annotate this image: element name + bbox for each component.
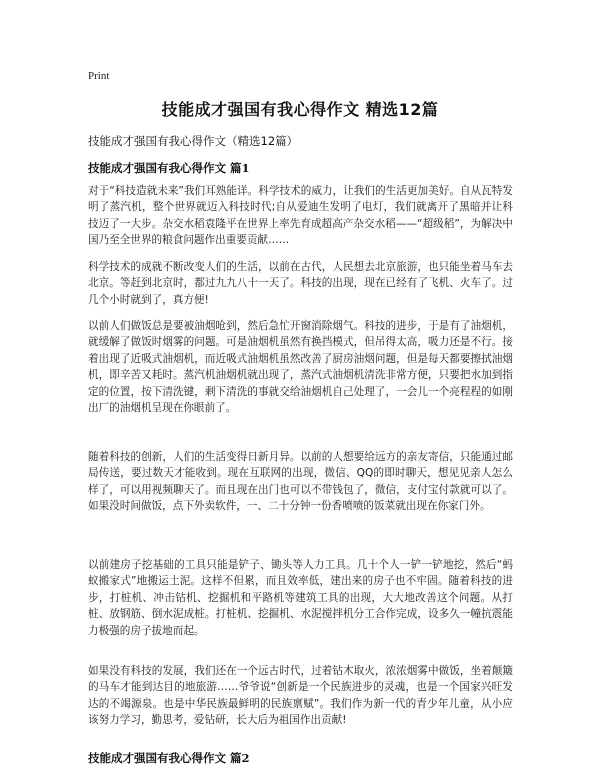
paragraph: 随着科技的创新，人们的生活变得日新月异。以前的人想要给远方的亲友寄信，只能通过邮局传送，要过数天才能收到。现在互联网的出现，微信、QQ的即时聊天，想见见亲人怎么样了，可以用视频聊天了。而且现在出门也可以不带钱包了，微信，支付宝付款就可以了。如果没时间做饭，点下外卖软件，一、二十分钟一份香喷喷的饭菜就出现在你家门外。 bbox=[88, 451, 513, 513]
print-label[interactable]: Print bbox=[88, 70, 110, 82]
paragraph: 对于“科技造就未来”我们耳熟能详。科学技术的威力，让我们的生活更加美好。自从瓦特发明了蒸汽机，整个世界就迈入科技时代;自从爱迪生发明了电灯，我们就离开了黑暗并让科技迈了一大步。杂交水稻袁隆平在世界上率先育成超高产杂交水稻——“超级稻”，为解决中国乃至全世界的粮食问题作出重要贡献…… bbox=[88, 185, 513, 247]
paragraph: 以前人们做饭总是要被油烟呛到，然后急忙开窗消除烟气。科技的进步，于是有了油烟机，就缓解了做饭时烟雾的问题。可是油烟机虽然有换挡模式，但吊得太高，吸力还是不行。接着出现了近吸式油烟机，而近吸式油烟机虽然改善了厨房油烟问题，但是每天都要擦拭油烟机，即辛苦又耗时。蒸汽机油烟机就出现了，蒸汽式油烟机清洗非常方便，只要把水加到指定的位置，按下清洗键，剩下清洗的事就交给油烟机自己处理了，一会儿一个亮程程的如刚出厂的油烟机呈现在你眼前了。 bbox=[88, 320, 513, 415]
section-heading-1: 技能成才强国有我心得作文 篇1 bbox=[88, 161, 250, 175]
page-title: 技能成才强国有我心得作文 精选12篇 bbox=[161, 100, 439, 119]
section-heading-2: 技能成才强国有我心得作文 篇2 bbox=[88, 751, 250, 765]
document-subtitle: 技能成才强国有我心得作文（精选12篇） bbox=[88, 134, 299, 148]
paragraph: 以前建房子挖基础的工具只能是铲子、锄头等人力工具。几十个人一铲一铲地挖，然后“蚂蚁搬家式”地搬运土泥。这样不但累，而且效率低，建出来的房子也不牢固。随着科技的进步，打桩机、冲击钻机、挖掘机和平路机等建筑工具的出现，大大地改善这个问题。从打桩、放钢筋、倒水泥成桩。打桩机、挖掘机、水泥搅拌机分工合作完成，设多久一幢抗震能力极强的房子拔地而起。 bbox=[88, 559, 513, 637]
paragraph: 如果没有科技的发展，我们还在一个远古时代，过着钻木取火，浓浓烟雾中做饭，坐着颠簸的马车才能到达目的地旅游……爷爷说“创新是一个民族进步的灵魂，也是一个国家兴旺发达的不竭源泉。也是中华民族最鲜明的民族禀赋”。我们作为新一代的青少年儿童，从小应该努力学习，勤思考，爱钻研，长大后为祖国作出贡献! bbox=[88, 665, 513, 727]
paragraph: 科学技术的成就不断改变人们的生活，以前在古代，人民想去北京旅游，也只能坐着马车去北京。等赶到北京时，都过九九八十一天了。科技的出现，现在已经有了飞机、火车了。过几个小时就到了，真方便! bbox=[88, 261, 513, 306]
